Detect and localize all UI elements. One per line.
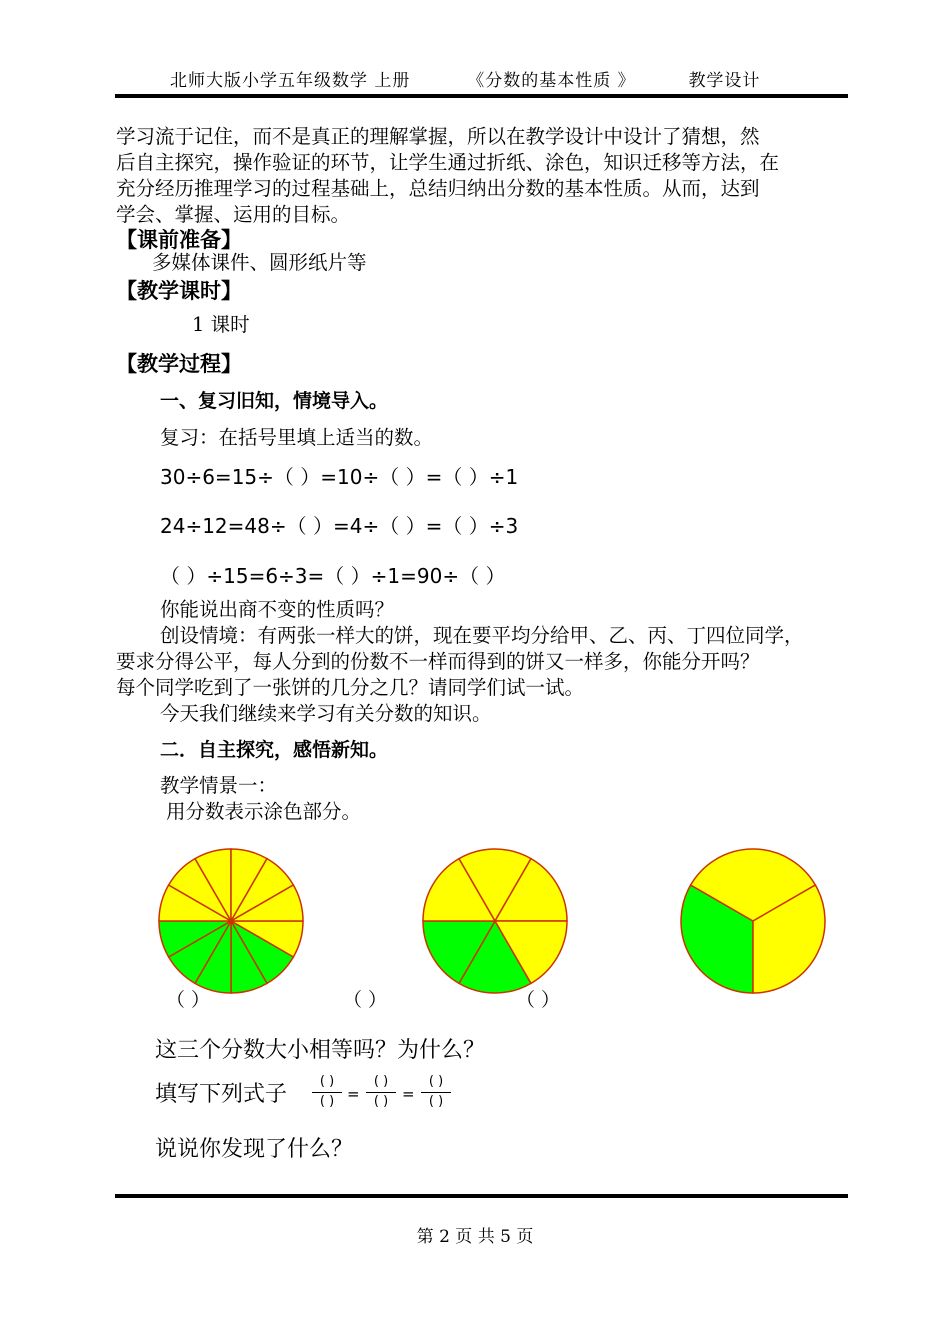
scenario-line-2: 要求分得公平，每人分到的份数不一样而得到的饼又一样多，你能分开吗？: [116, 650, 760, 673]
review-instruction: 复习：在括号里填上适当的数。: [160, 426, 434, 449]
denominator-blank: ( ): [319, 1094, 335, 1109]
part2-title: 二．自主探究，感悟新知。: [160, 739, 389, 761]
period-text: 1 课时: [192, 313, 250, 336]
scenario-line-3: 每个同学吃到了一张饼的几分之几？请同学们试一试。: [116, 676, 585, 699]
scene-label: 教学情景一：: [160, 774, 278, 797]
part1-title: 一、复习旧知，情境导入。: [160, 390, 389, 412]
numerator-blank: ( ): [319, 1074, 335, 1089]
circle-twelfths: [155, 845, 307, 997]
process-heading: 【教学过程】: [116, 352, 242, 376]
fraction-bar: [366, 1092, 396, 1093]
task-line: 用分数表示涂色部分。: [166, 800, 362, 823]
header-course: 北师大版小学五年级数学 上册: [170, 71, 411, 91]
numerator-blank: ( ): [373, 1074, 389, 1089]
circle-thirds: [677, 845, 829, 997]
fraction-blank-1[interactable]: [310, 1075, 344, 1109]
equation-3: （ ）÷15=6÷3=（ ）÷1=90÷（ ）: [160, 564, 506, 588]
header-lesson: 《分数的基本性质 》: [467, 71, 636, 91]
today-line: 今天我们继续来学习有关分数的知识。: [160, 702, 492, 725]
numerator-blank: ( ): [428, 1074, 444, 1089]
equals-sign: =: [347, 1085, 360, 1103]
equals-sign: =: [402, 1085, 415, 1103]
denominator-blank: ( ): [428, 1094, 444, 1109]
blank-answer-1[interactable]: （ ）: [166, 989, 211, 1011]
header-rule: [115, 94, 848, 98]
question-equal: 这三个分数大小相等吗？为什么？: [155, 1038, 486, 1063]
prep-heading: 【课前准备】: [116, 228, 242, 252]
circle-sixths: [419, 845, 571, 997]
equation-2: 24÷12=48÷（ ）=4÷（ ）=（ ）÷3: [160, 514, 519, 538]
denominator-blank: ( ): [373, 1094, 389, 1109]
fraction-bar: [421, 1092, 451, 1093]
fill-label: 填写下列式子: [155, 1082, 288, 1107]
page-number: 第 2 页 共 5 页: [416, 1227, 534, 1247]
question-quotient: 你能说出商不变的性质吗？: [160, 598, 395, 621]
intro-line-3: 充分经历推理学习的过程基础上，总结归纳出分数的基本性质。从而，达到: [116, 177, 760, 200]
equation-1: 30÷6=15÷（ ）=10÷（ ）=（ ）÷1: [160, 465, 519, 489]
intro-line-1: 学习流于记住，而不是真正的理解掌握，所以在教学设计中设计了猜想，然: [116, 125, 760, 148]
fraction-blank-2[interactable]: [364, 1075, 398, 1109]
fraction-blank-3[interactable]: [419, 1075, 453, 1109]
question-discover: 说说你发现了什么？: [155, 1137, 354, 1162]
prep-text: 多媒体课件、圆形纸片等: [152, 251, 367, 274]
blank-answer-2[interactable]: （ ）: [343, 989, 388, 1011]
scenario-line-1: 创设情境：有两张一样大的饼，现在要平均分给甲、乙、丙、丁四位同学，: [160, 624, 804, 647]
period-heading: 【教学课时】: [116, 279, 242, 303]
fraction-bar: [312, 1092, 342, 1093]
footer-rule: [115, 1194, 848, 1198]
blank-answer-3[interactable]: （ ）: [516, 989, 561, 1011]
intro-line-4: 学会、掌握、运用的目标。: [116, 203, 351, 226]
intro-line-2: 后自主探究，操作验证的环节，让学生通过折纸、涂色，知识迁移等方法，在: [116, 151, 780, 174]
header-doc-type: 教学设计: [688, 71, 761, 91]
page-header: [170, 66, 760, 91]
